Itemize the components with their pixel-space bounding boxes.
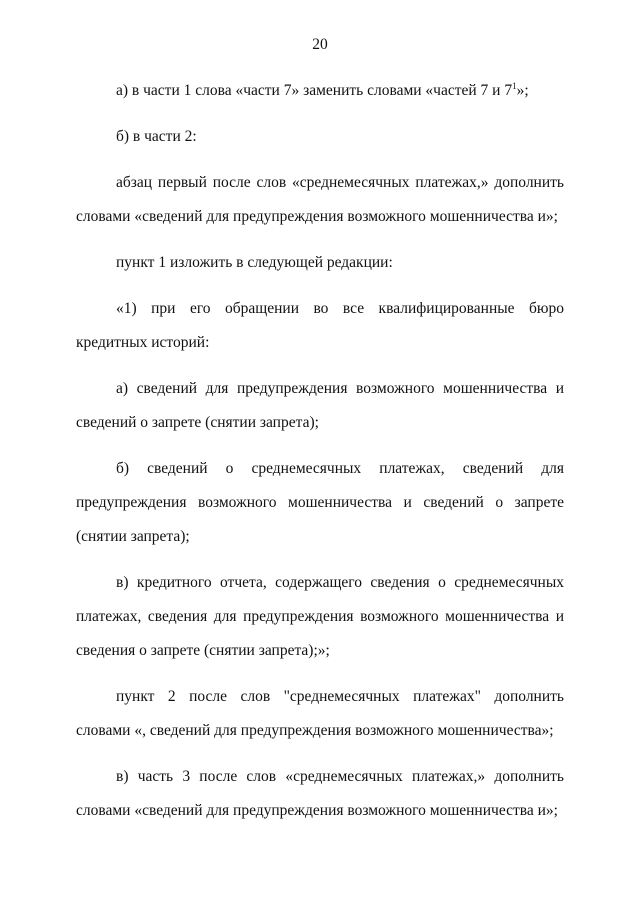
paragraph-sub-v: в) кредитного отчета, содержащего сведения о среднемесячных платежах, сведения для предупреждения возможного мошенничества и сведения о запрете (снятии запрета);»; xyxy=(76,574,564,659)
paragraph-v-part3: в) часть 3 после слов «среднемесячных платежах,» дополнить словами «сведений для предупреждения возможного мошенничества и»; xyxy=(76,768,564,819)
paragraph-a-part1-end: »; xyxy=(516,82,529,99)
paragraph-sub-b: б) сведений о среднемесячных платежах, сведений для предупреждения возможного мошенничества и сведений о запрете (снятии запрета); xyxy=(76,460,564,545)
paragraph-a-part1 xyxy=(76,74,564,108)
paragraph-b-part2: б) в части 2: xyxy=(116,128,197,145)
paragraph-punkt1-intro: пункт 1 изложить в следующей редакции: xyxy=(116,254,393,271)
paragraph-abzac-first: абзац первый после слов «среднемесячных платежах,» дополнить словами «сведений для предупреждения возможного мошенничества и»; xyxy=(76,174,564,225)
paragraph-sub-a: а) сведений для предупреждения возможного мошенничества и сведений о запрете (снятии запрета); xyxy=(76,380,564,431)
document-body xyxy=(76,74,564,840)
page-number: 20 xyxy=(312,36,328,53)
superscript-1: 1 xyxy=(512,81,517,91)
paragraph-punkt1-text: «1) при его обращении во все квалифицированные бюро кредитных историй: xyxy=(76,300,564,351)
paragraph-a-part1-text: а) в части 1 слова «части 7» заменить словами «частей 7 и 7 xyxy=(116,82,513,99)
paragraph-punkt2: пункт 2 после слов "среднемесячных платежах" дополнить словами «, сведений для предупреждения возможного мошенничества»; xyxy=(76,688,564,739)
